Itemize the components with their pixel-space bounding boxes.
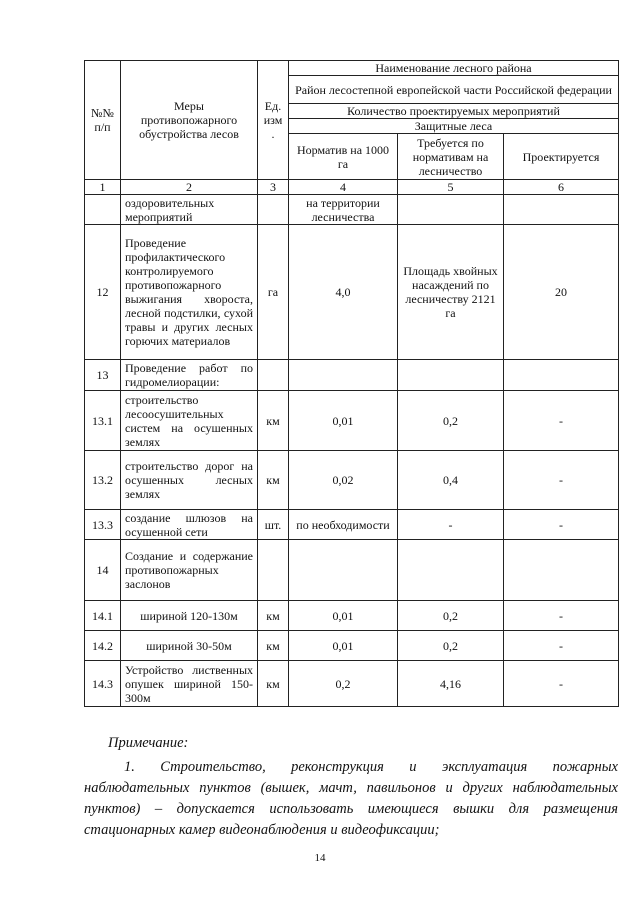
measures-table bbox=[84, 60, 619, 707]
row-norm: по необходимости bbox=[289, 510, 398, 540]
header-unit: Ед. изм . bbox=[258, 61, 289, 180]
row-unit: шт. bbox=[258, 510, 289, 540]
row-norm: 0,2 bbox=[289, 661, 398, 707]
table-row bbox=[85, 631, 619, 661]
row-unit bbox=[258, 540, 289, 601]
row-projected: - bbox=[504, 661, 619, 707]
row-measure: строительство дорог на осушенных лесных землях bbox=[121, 451, 258, 510]
row-measure: Проведение профилактического контролируемого противопожарного выжигания хвороста, лесной подстилки, сухой травы и других лесных горючих материалов bbox=[121, 225, 258, 360]
header-forest-region-name: Наименование лесного района bbox=[289, 61, 619, 76]
row-unit: км bbox=[258, 601, 289, 631]
table-row bbox=[85, 510, 619, 540]
table-row bbox=[85, 391, 619, 451]
row-projected bbox=[504, 195, 619, 225]
row-required: 0,2 bbox=[398, 601, 504, 631]
row-measure: шириной 30-50м bbox=[121, 631, 258, 661]
column-number-row bbox=[85, 180, 619, 195]
row-norm: 0,01 bbox=[289, 631, 398, 661]
row-measure: шириной 120-130м bbox=[121, 601, 258, 631]
row-projected: - bbox=[504, 601, 619, 631]
column-number: 1 bbox=[85, 180, 121, 195]
row-norm: на территории лесничества bbox=[289, 195, 398, 225]
row-required: 0,2 bbox=[398, 631, 504, 661]
row-unit: га bbox=[258, 225, 289, 360]
row-projected: - bbox=[504, 510, 619, 540]
row-num: 13.2 bbox=[85, 451, 121, 510]
column-number: 3 bbox=[258, 180, 289, 195]
row-unit bbox=[258, 195, 289, 225]
row-measure: Создание и содержание противопожарных заслонов bbox=[121, 540, 258, 601]
table-row bbox=[85, 225, 619, 360]
column-number: 5 bbox=[398, 180, 504, 195]
row-norm: 4,0 bbox=[289, 225, 398, 360]
row-projected: - bbox=[504, 631, 619, 661]
row-measure: Проведение работ по гидромелиорации: bbox=[121, 360, 258, 391]
row-num: 13 bbox=[85, 360, 121, 391]
table-row bbox=[85, 195, 619, 225]
row-projected bbox=[504, 360, 619, 391]
header-protective-forests: Защитные леса bbox=[289, 119, 619, 134]
header-forest-region: Район лесостепной европейской части Российской федерации bbox=[289, 76, 619, 104]
row-norm bbox=[289, 540, 398, 601]
row-measure: строительство лесоосушительных систем на осушенных землях bbox=[121, 391, 258, 451]
row-num: 13.3 bbox=[85, 510, 121, 540]
row-norm: 0,01 bbox=[289, 391, 398, 451]
row-unit: км bbox=[258, 661, 289, 707]
row-required bbox=[398, 540, 504, 601]
row-unit bbox=[258, 360, 289, 391]
row-num: 13.1 bbox=[85, 391, 121, 451]
row-num: 14.2 bbox=[85, 631, 121, 661]
column-number: 6 bbox=[504, 180, 619, 195]
note-text: 1. Строительство, реконструкция и эксплуатация пожарных наблюдательных пунктов (вышек, мачт, павильонов и других наблюдательных пунктов) – допускается использовать имеющиеся вышки для размещения стационарных камер видеонаблюдения и видеофиксации; bbox=[84, 759, 618, 838]
column-number: 2 bbox=[121, 180, 258, 195]
row-norm: 0,02 bbox=[289, 451, 398, 510]
row-measure: оздоровительных мероприятий bbox=[121, 195, 258, 225]
row-num bbox=[85, 195, 121, 225]
column-number: 4 bbox=[289, 180, 398, 195]
row-projected: 20 bbox=[504, 225, 619, 360]
row-unit: км bbox=[258, 631, 289, 661]
header-measures: Меры противопожарного обустройства лесов bbox=[121, 61, 258, 180]
row-unit: км bbox=[258, 391, 289, 451]
row-projected bbox=[504, 540, 619, 601]
row-required bbox=[398, 360, 504, 391]
header-norm: Норматив на 1000 га bbox=[289, 134, 398, 180]
page-number: 14 bbox=[314, 852, 326, 864]
row-required: 0,2 bbox=[398, 391, 504, 451]
table-row bbox=[85, 360, 619, 391]
row-required: - bbox=[398, 510, 504, 540]
header-num: №№ п/п bbox=[85, 61, 121, 180]
row-num: 14.3 bbox=[85, 661, 121, 707]
row-num: 12 bbox=[85, 225, 121, 360]
header-projected: Проектируется bbox=[504, 134, 619, 180]
row-unit: км bbox=[258, 451, 289, 510]
row-projected: - bbox=[504, 391, 619, 451]
note-title: Примечание: bbox=[108, 735, 189, 751]
table-row bbox=[85, 601, 619, 631]
row-required bbox=[398, 195, 504, 225]
row-num: 14 bbox=[85, 540, 121, 601]
row-norm bbox=[289, 360, 398, 391]
row-measure: Устройство лиственных опушек шириной 150-300м bbox=[121, 661, 258, 707]
row-norm: 0,01 bbox=[289, 601, 398, 631]
row-required: Площадь хвойных насаждений по лесничеству 2121 га bbox=[398, 225, 504, 360]
row-num: 14.1 bbox=[85, 601, 121, 631]
table-row bbox=[85, 661, 619, 707]
row-measure: создание шлюзов на осушенной сети bbox=[121, 510, 258, 540]
table-row bbox=[85, 540, 619, 601]
row-required: 4,16 bbox=[398, 661, 504, 707]
header-count-measures: Количество проектируемых мероприятий bbox=[289, 104, 619, 119]
row-required: 0,4 bbox=[398, 451, 504, 510]
header-required: Требуется по нормативам на лесничество bbox=[398, 134, 504, 180]
row-projected: - bbox=[504, 451, 619, 510]
table-row bbox=[85, 451, 619, 510]
